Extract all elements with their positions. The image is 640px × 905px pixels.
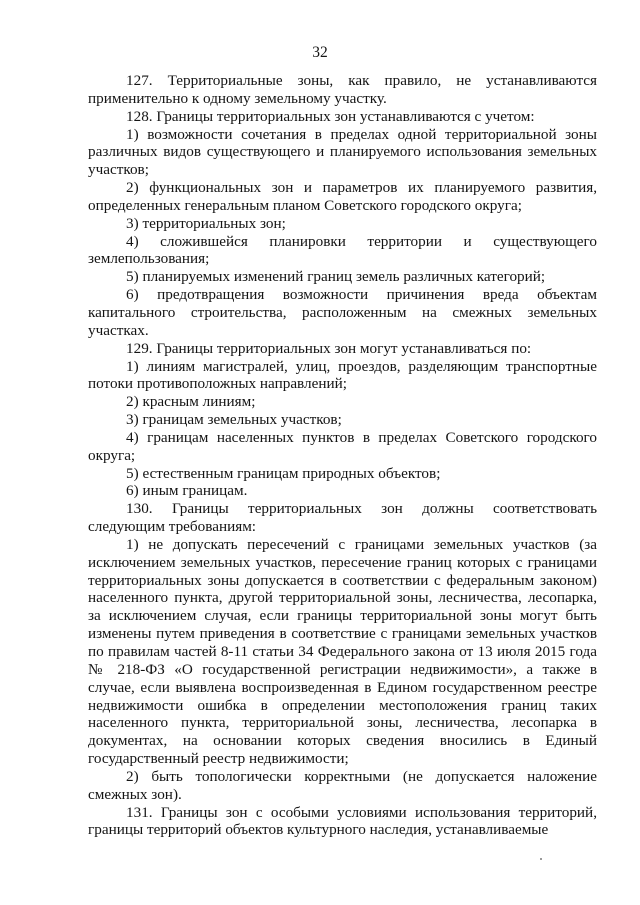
page-number: 32 <box>312 44 328 61</box>
list-item-129-5: 5) естественным границам природных объектов; <box>126 464 441 482</box>
list-item-129-2: 2) красным линиям; <box>126 393 256 411</box>
paragraph-129: 129. Границы территориальных зон могут устанавливаться по: <box>126 339 532 357</box>
list-item-128-5: 5) планируемых изменений границ земель различных категорий; <box>126 268 546 286</box>
list-item-130-2: 2) быть топологически корректными (не допускается наложение смежных зон). <box>88 767 597 803</box>
list-item-128-2: 2) функциональных зон и параметров их планируемого развития, определенных генеральным планом Советского городского округа; <box>88 179 597 214</box>
paragraph-130: 130. Границы территориальных зон должны соответствовать следующим требованиям: <box>88 500 597 536</box>
list-item-128-3: 3) территориальных зон; <box>126 214 286 232</box>
list-item-128-6: 6) предотвращения возможности причинения вреда объектам капитального строительства, расположенным на смежных земельных участках. <box>88 286 597 339</box>
list-item-128-4: 4) сложившейся планировки территории и существующего землепользования; <box>88 232 597 268</box>
paragraph-131: 131. Границы зон с особыми условиями использования территорий, границы территорий объектов культурного наследия, устанавливаемые <box>88 803 597 839</box>
paragraph-128: 128. Границы территориальных зон устанавливаются с учетом: <box>126 107 535 125</box>
list-item-129-4: 4) границам населенных пунктов в пределах Советского городского округа; <box>88 428 597 464</box>
list-item-128-1: 1) возможности сочетания в пределах одной территориальной зоны различных видов существующего и планируемого использования земельных участков; <box>88 125 597 179</box>
document-body <box>88 72 597 839</box>
list-item-129-1: 1) линиям магистралей, улиц, проездов, разделяющим транспортные потоки противоположных направлений; <box>88 357 597 393</box>
list-item-130-1: 1) не допускать пересечений с границами земельных участков (за исключением земельных участков, пересечение границ которых с границами территориальных зоны допускается в соответствии с федеральным законом) населенного пункта, другой территориальной зоны, лесничества, лесопарка, за исключением случая, если границы территориальной зоны могут быть изменены путем приведения в соответствие с границами земельных участков по правилам частей 8-11 статьи 34 Федерального закона от 13 июля 2015 года № 218-ФЗ «О государственной регистрации недвижимости», а также в случае, если выявлена воспроизведенная в Едином государственном реестре недвижимости ошибка в определении местоположения границ таких населенного пункта, территориальной зоны, лесничества, лесопарка в документах, на основании которых сведения вносились в Единый государственный реестр недвижимости; <box>88 535 597 768</box>
list-item-129-3: 3) границам земельных участков; <box>126 411 342 429</box>
list-item-129-6: 6) иным границам. <box>126 482 248 500</box>
scan-speck <box>540 858 542 860</box>
paragraph-127: 127. Территориальные зоны, как правило, не устанавливаются применительно к одному земельному участку. <box>88 72 597 107</box>
